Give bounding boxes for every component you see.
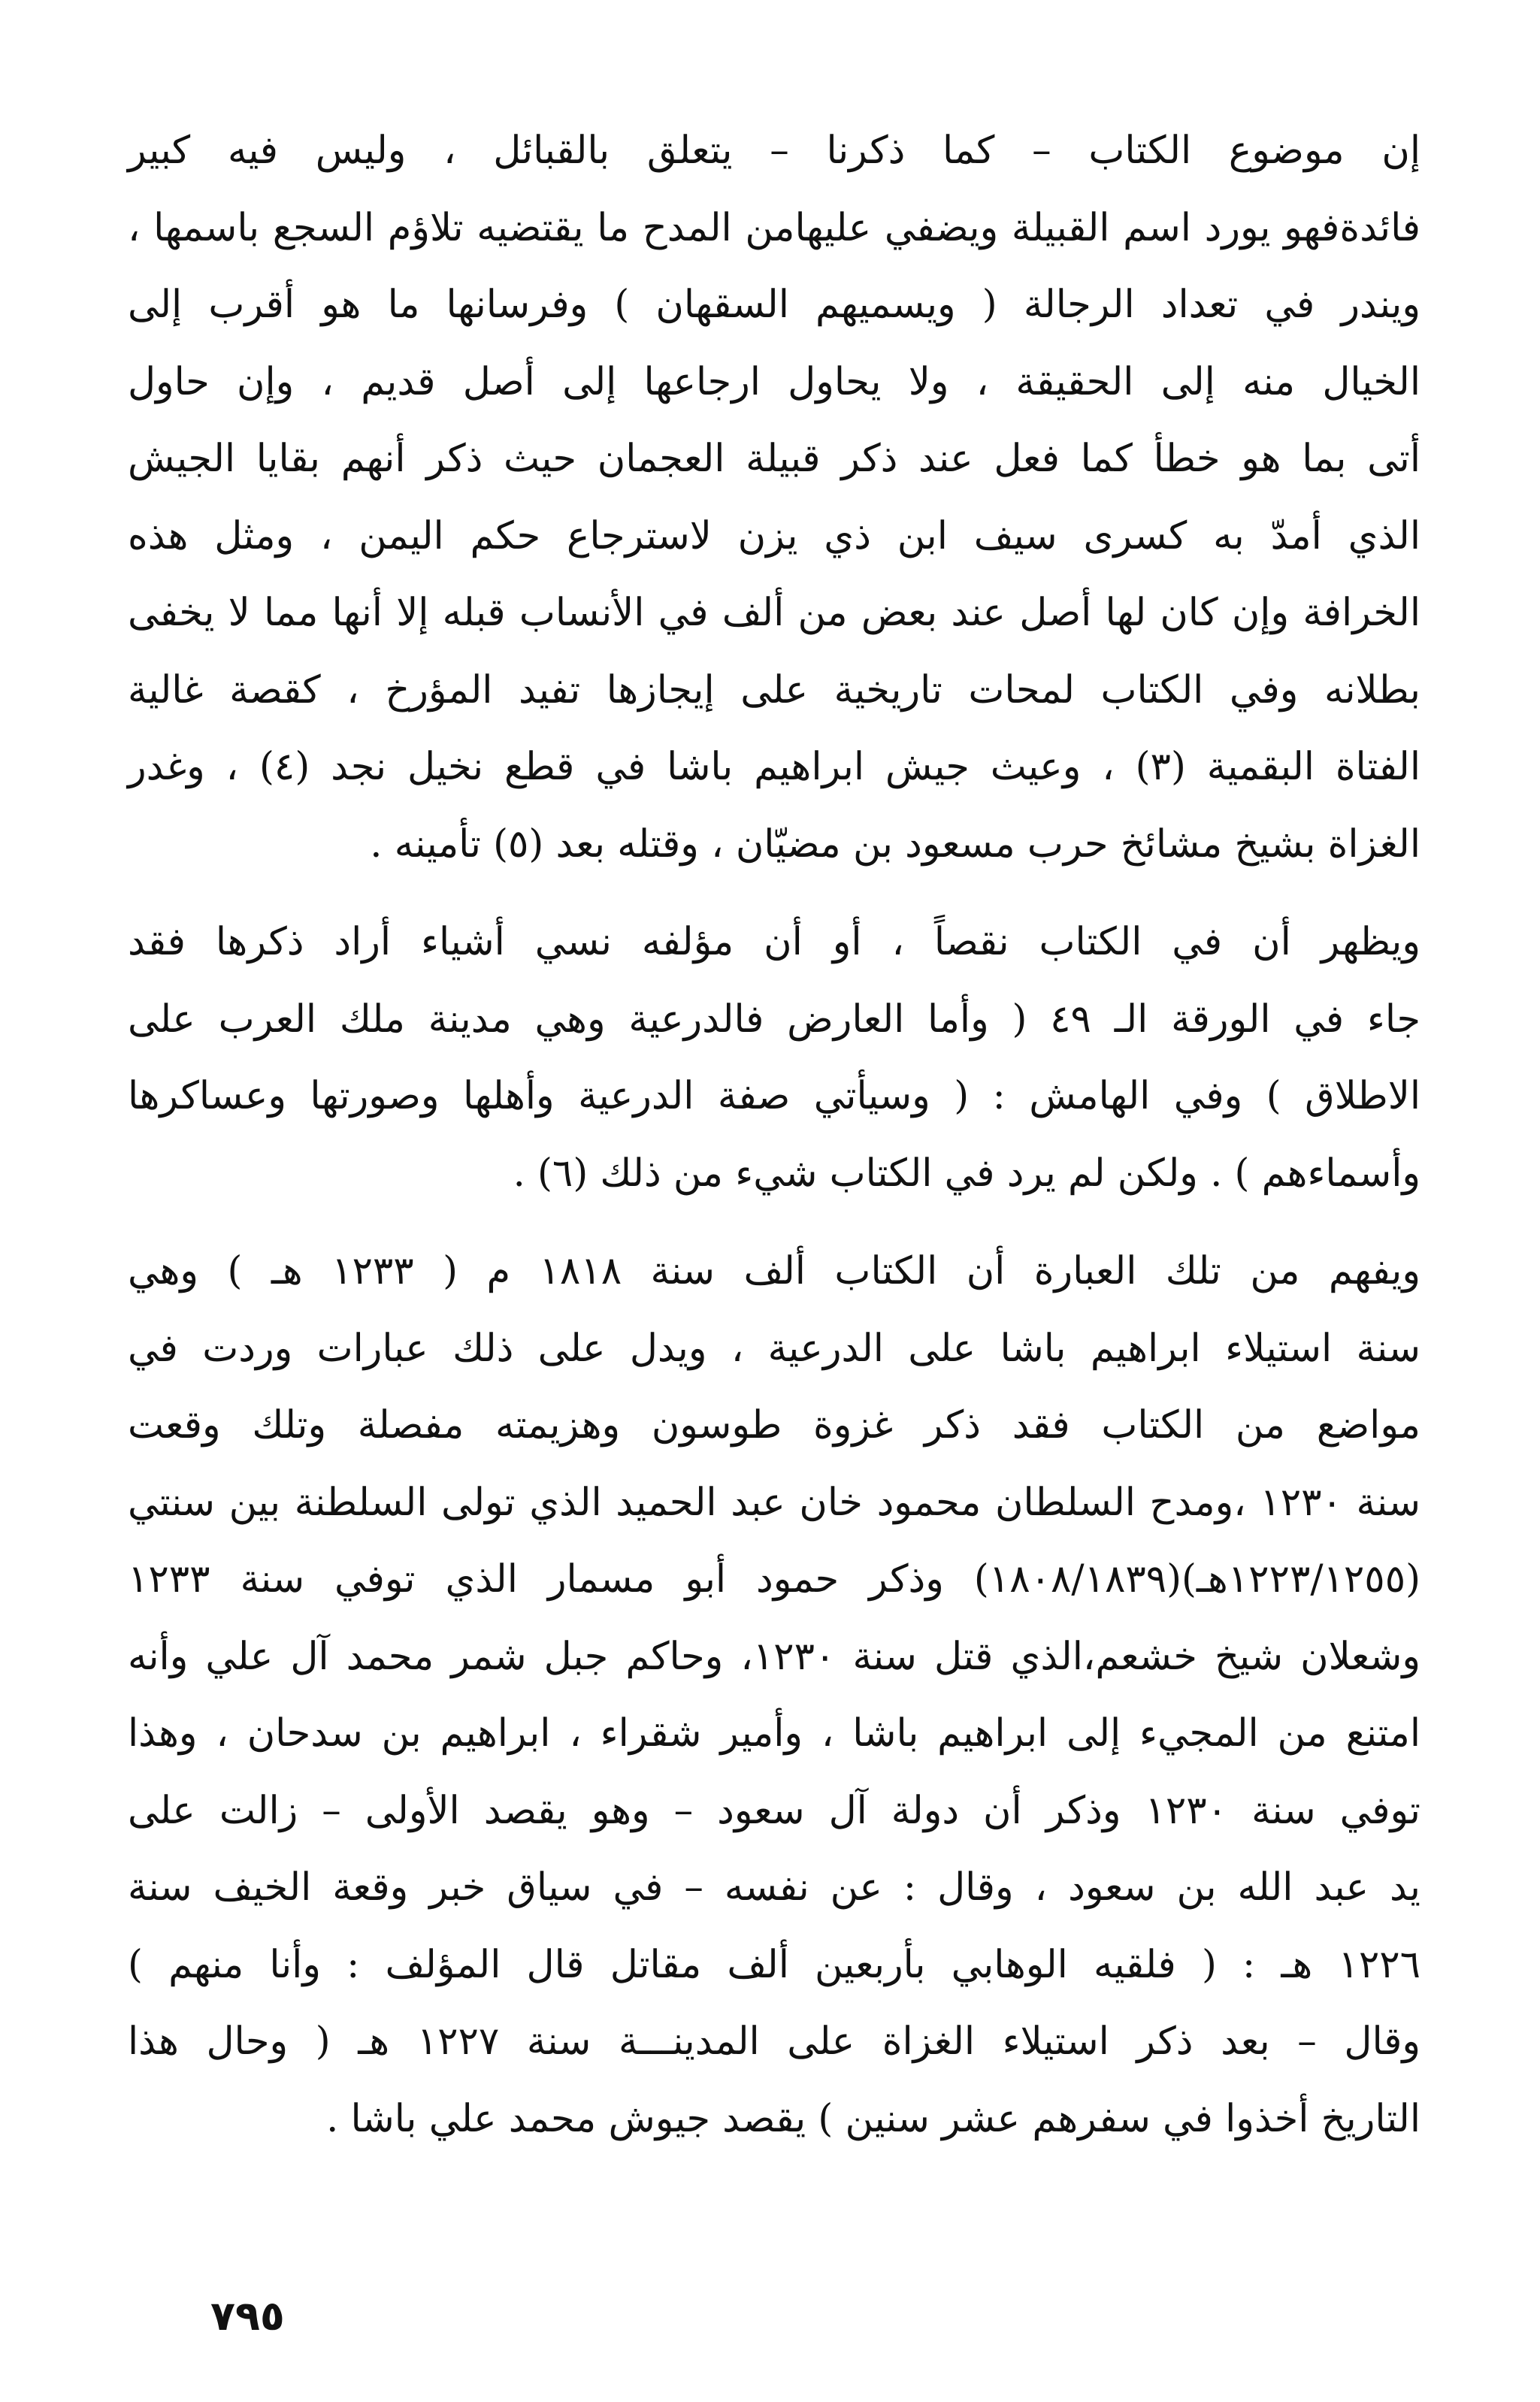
text-line: أتى بما هو خطأ كما فعل عند ذكر قبيلة العجمان حيث ذكر أنهم بقايا الجيش <box>128 437 1420 481</box>
text-line: يد عبد الله بن سعود ، وقال : عن نفسه – في سياق خبر وقعة الخيف سنة <box>128 1865 1420 1910</box>
text-line: إن موضوع الكتاب – كما ذكرنا – يتعلق بالقبائل ، وليس فيه كبير <box>128 129 1420 173</box>
text-line: ويظهر أن في الكتاب نقصاً ، أو أن مؤلفه نسي أشياء أراد ذكرها فقد <box>128 920 1420 964</box>
text-line: ويفهم من تلك العبارة أن الكتاب ألف سنة ١٨١٨ م ( ١٢٣٣ هـ ) وهي <box>128 1249 1420 1293</box>
text-line: الخرافة وإن كان لها أصل عند بعض من ألف في الأنساب قبله إلا أنها مما لا يخفى <box>128 591 1420 635</box>
text-line: سنة ١٢٣٠ ،ومدح السلطان محمود خان عبد الحميد الذي تولى السلطنة بين سنتي <box>128 1480 1420 1525</box>
text-line: الغزاة بشيخ مشائخ حرب مسعود بن مضيّان ، وقتله بعد (٥) تأمينه . <box>370 821 1420 867</box>
book-page <box>128 113 1420 2158</box>
paragraph-2 <box>128 904 1420 1212</box>
text-line: الخيال منه إلى الحقيقة ، ولا يحاول ارجاعها إلى أصل قديم ، وإن حاول <box>128 359 1420 404</box>
text-line: بطلانه وفي الكتاب لمحات تاريخية على إيجازها تفيد المؤرخ ، كقصة غالية <box>128 667 1420 712</box>
text-line: توفي سنة ١٢٣٠ وذكر أن دولة آل سعود – وهو يقصد الأولى – زالت على <box>128 1788 1420 1833</box>
text-line: ١٢٢٦ هـ : ( فلقيه الوهابي بأربعين ألف مقاتل قال المؤلف : وأنا منهم ) <box>128 1942 1420 1987</box>
text-line: سنة استيلاء ابراهيم باشا على الدرعية ، ويدل على ذلك عبارات وردت في <box>128 1326 1420 1371</box>
text-line: وأسماءهم ) . ولكن لم يرد في الكتاب شيء من ذلك (٦) . <box>513 1151 1420 1196</box>
text-line: امتنع من المجيء إلى ابراهيم باشا ، وأمير شقراء ، ابراهيم بن سدحان ، وهذا <box>128 1711 1420 1756</box>
paragraph-1 <box>128 113 1420 883</box>
text-line: الذي أمدّ به كسرى سيف ابن ذي يزن لاسترجاع حكم اليمن ، ومثل هذه <box>128 513 1420 558</box>
page-number: ٧٩٥ <box>210 2292 285 2340</box>
paragraph-3 <box>128 1233 1420 2158</box>
text-line: وشعلان شيخ خشعم،الذي قتل سنة ١٢٣٠، وحاكم جبل شمر محمد آل علي وأنه <box>128 1634 1420 1679</box>
text-line: فائدةفهو يورد اسم القبيلة ويضفي عليهامن المدح ما يقتضيه تلاؤم السجع باسمها ، <box>128 205 1420 250</box>
text-line: (١٢٢٣/١٢٥٥هـ)(١٨٠٨/١٨٣٩) وذكر حمود أبو مسمار الذي توفي سنة ١٢٣٣ <box>128 1557 1420 1602</box>
text-line: التاريخ أخذوا في سفرهم عشر سنين ) يقصد جيوش محمد علي باشا . <box>326 2096 1420 2141</box>
text-line: الفتاة البقمية (٣) ، وعيث جيش ابراهيم باشا في قطع نخيل نجد (٤) ، وغدر <box>128 745 1420 789</box>
text-line: وقال – بعد ذكر استيلاء الغزاة على المدينـــة سنة ١٢٢٧ هـ ( وحال هذا <box>128 2019 1420 2064</box>
text-line: ويندر في تعداد الرجالة ( ويسميهم السقهان ) وفرسانها ما هو أقرب إلى <box>128 283 1420 327</box>
text-line: مواضع من الكتاب فقد ذكر غزوة طوسون وهزيمته مفصلة وتلك وقعت <box>128 1403 1420 1448</box>
text-line: الاطلاق ) وفي الهامش : ( وسيأتي صفة الدرعية وأهلها وصورتها وعساكرها <box>128 1074 1420 1118</box>
text-line: جاء في الورقة الـ ٤٩ ( وأما العارض فالدرعية وهي مدينة ملك العرب على <box>128 997 1420 1042</box>
